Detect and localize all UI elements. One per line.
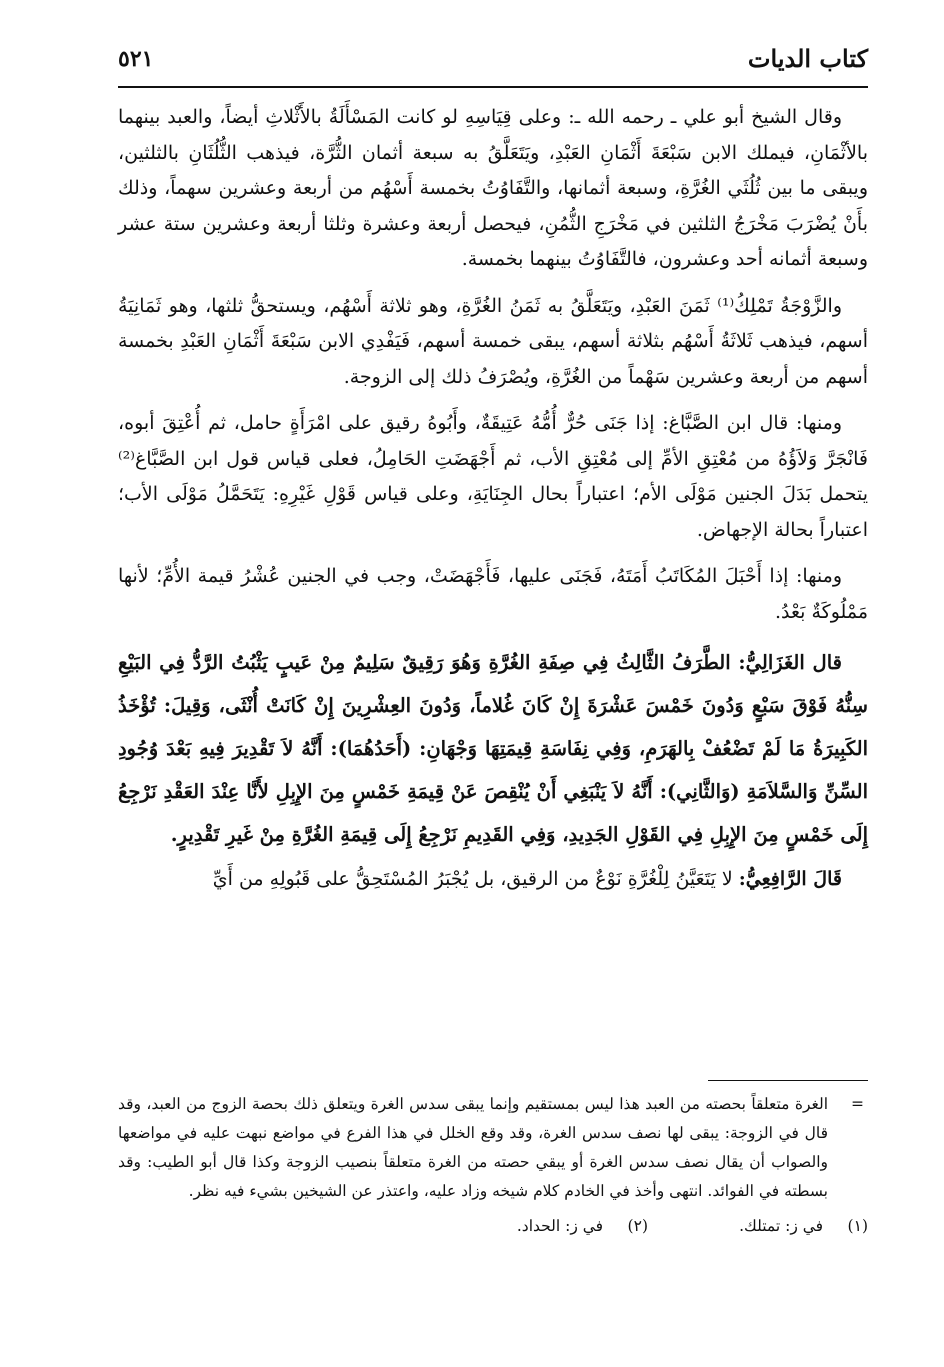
footnote-continuation-text: الغرة متعلقاً بحصته من العبد هذا ليس بمستقيم وإنما يبقى سدس الغرة ويتعلق ذلك بحصة الزوج من العبد، وقد قال في الزوجة: يبقى لها نصف سدس الغرة، وقد وقع الخلل في هذا الفرع في مواضع نبهت عليه في مواضعها والصواب أن يقال نصف سدس الغرة أو يبقي حصته من الغرة متعلقاً بنصيب الزوجة وكذا قال أبو الطيب: وقد بسطته في الفوائد. انتهى وأخذ في الخادم كلام شيخه وزاد عليه، واعتذر عن الشيخين بشيء فيه نظر. [118,1095,828,1200]
paragraph: والزَّوْجَةُ تَمْلِكُ⁽¹⁾ ثَمَنَ العَبْدِ، ويَتَعَلَّقُ به ثَمَنُ الغُرَّةِ، وهو ثلاثة أَسْهُم، ويستحقُّ ثلثها، وهو ثَمَانِيَةُ أسهم، فيذهب ثَلاثَةُ أَسْهُم بثلاثة أسهم، يبقى خمسة أسهم، فَيَفْدِي الابن سَبْعَةَ أَثْمَانِ العَبْدِ بخمسة أسهم من أربعة وعشرين سَهْماً من الغُرَّةِ، ويُصْرَفُ ذلك إلى الزوجة. [118,294,868,388]
paragraph: وقال الشيخ أبو علي ـ رحمه الله ـ: وعلى قِيَاسِهِ لو كانت المَسْأَلَةُ بالأَثْلاثِ أيضاً، والعبد بينهما بالأثْمَانِ، فيملك الابن سَبْعَةَ أَثْمَانِ العَبْدِ، ويَتَعَلَّقُ به سبعة أثمان الثُّرَّة، فيذهب الثُّلُثَانِ بالثلثين، ويبقى ما بين ثُلُثَي الغُرَّةِ، وسبعة أثمانها، والتَّفَاوُتُ بخمسة أَسْهُم من أربعة وعشرين سهماً، وذلك بأَنْ يُضْرَبَ مَخْرَجُ الثلثين في مَخْرَجِ الثُّمُنِ، فيحصل أربعة وعشرة وثلثا أربعة وعشرين ستة عشر وسبعة أثمانه أحد وعشرون، فالتَّفَاوُتُ بينهما بخمسة. [118,106,868,270]
footnotes [118,1090,868,1241]
paragraph-lead: قَالَ الرَّافِعِيُّ: [738,868,842,890]
paragraph: ومنها: قال ابن الصَّبَّاغ: إذا جَنَى حُرٌّ أُمُّهُ عَتِيقَةٌ، وأَبُوهُ رقيق على امْرَأَةٍ حامل، ثم أُعْتِقَ أبوه، فَانْجَرَّ وَلاَؤُهُ من مُعْتِقِ الأمِّ إلى مُعْتِقِ الأب، ثم أَجْهَضَتِ الحَامِلُ، فعلى قياس قول ابن الصَّبَّاغ⁽²⁾ يتحمل بَدَلَ الجنين مَوْلَى الأم؛ اعتباراً بحال الجِنَايَةِ، وعلى قياس قَوْلِ غَيْرِهِ: يَتَحَمَّلُ مَوْلَى الأب؛ اعتباراً بحالة الإجهاض. [118,412,868,541]
footnote-text: في ز: تمتلك. [739,1217,824,1235]
footnote-mark: (٢) [627,1217,648,1235]
footnote-item [648,1212,868,1241]
paragraph-text: لا يَتَعَيَّنُ لِلْغُرَّةِ نَوْعٌ من الرقيق، بل يُجْبَرُ المُسْتَحِقُّ على قَبُولِهِ من أَيِّ [212,868,739,890]
footnote-list [118,1212,868,1241]
footnote-item [428,1212,648,1241]
footnote-mark: (١) [847,1217,868,1235]
paragraph-rafii [118,862,868,898]
main-text [118,100,868,909]
paragraph-ghazali: قال الغَزَالِيُّ: الطَّرَفُ الثَّالِثُ فِي صِفَةِ الغُرَّةِ وَهُوَ رَقِيقٌ سَلِيمٌ مِنْ عَيبٍ يَثْبُتُ الرَّدُّ فِي البَيْعِ سِنُّهُ فَوْقَ سَبْعٍ وَدُونَ خَمْسَ عَشْرَةَ إِنْ كَانَ غُلاماً، وَدُونَ العِشْرِينَ إِنْ كَانَتْ أُنْثَى، وَقِيلَ: تُؤْخَذُ الكَبِيرَةُ مَا لَمْ تَضْعُفْ بِالهَرَمِ، وَفِي نِفَاسَةِ قِيمَتِهَا وَجْهَانِ: (أَحَدُهُمَا): أَنَّهُ لاَ تَقْدِيرَ فِيهِ بَعْدَ وُجُودِ السِّنِّ وَالسَّلاَمَةِ (وَالثَّانِي): أَنَّهُ لاَ يَنْبَغِي أَنْ يُنْقِصَ عَنْ قِيمَةِ خَمْسٍ مِنَ الإِبِلِ لأَنَّا عِنْدَ العَقْدِ نَرْجِعُ إِلَى خَمْسٍ مِنَ الإِبِلِ فِي القَوْلِ الجَدِيدِ، وَفِي القَدِيمِ نَرْجِعُ إِلَى قِيمَةِ الغُرَّةِ مِنْ غَيرِ تَقْدِيرٍ. [118,651,868,846]
footnote-continuation [118,1090,868,1206]
chapter-title: كتاب الديات [747,44,868,73]
page-number: ٥٢١ [118,46,154,72]
paragraph: ومنها: إذا أَحْبَلَ المُكَاتَبُ أَمَتَهُ، فَجَنَى عليها، فَأَجْهَضَتْ، وجب في الجنين عُشْرُ قيمة الأُمِّ؛ لأنها مَمْلُوكَةٌ بَعْدُ. [118,565,868,623]
footnote-text: في ز: الحداد. [516,1217,604,1235]
continuation-marker: = [851,1095,864,1113]
running-header [118,40,868,88]
footnote-divider [708,1080,868,1081]
